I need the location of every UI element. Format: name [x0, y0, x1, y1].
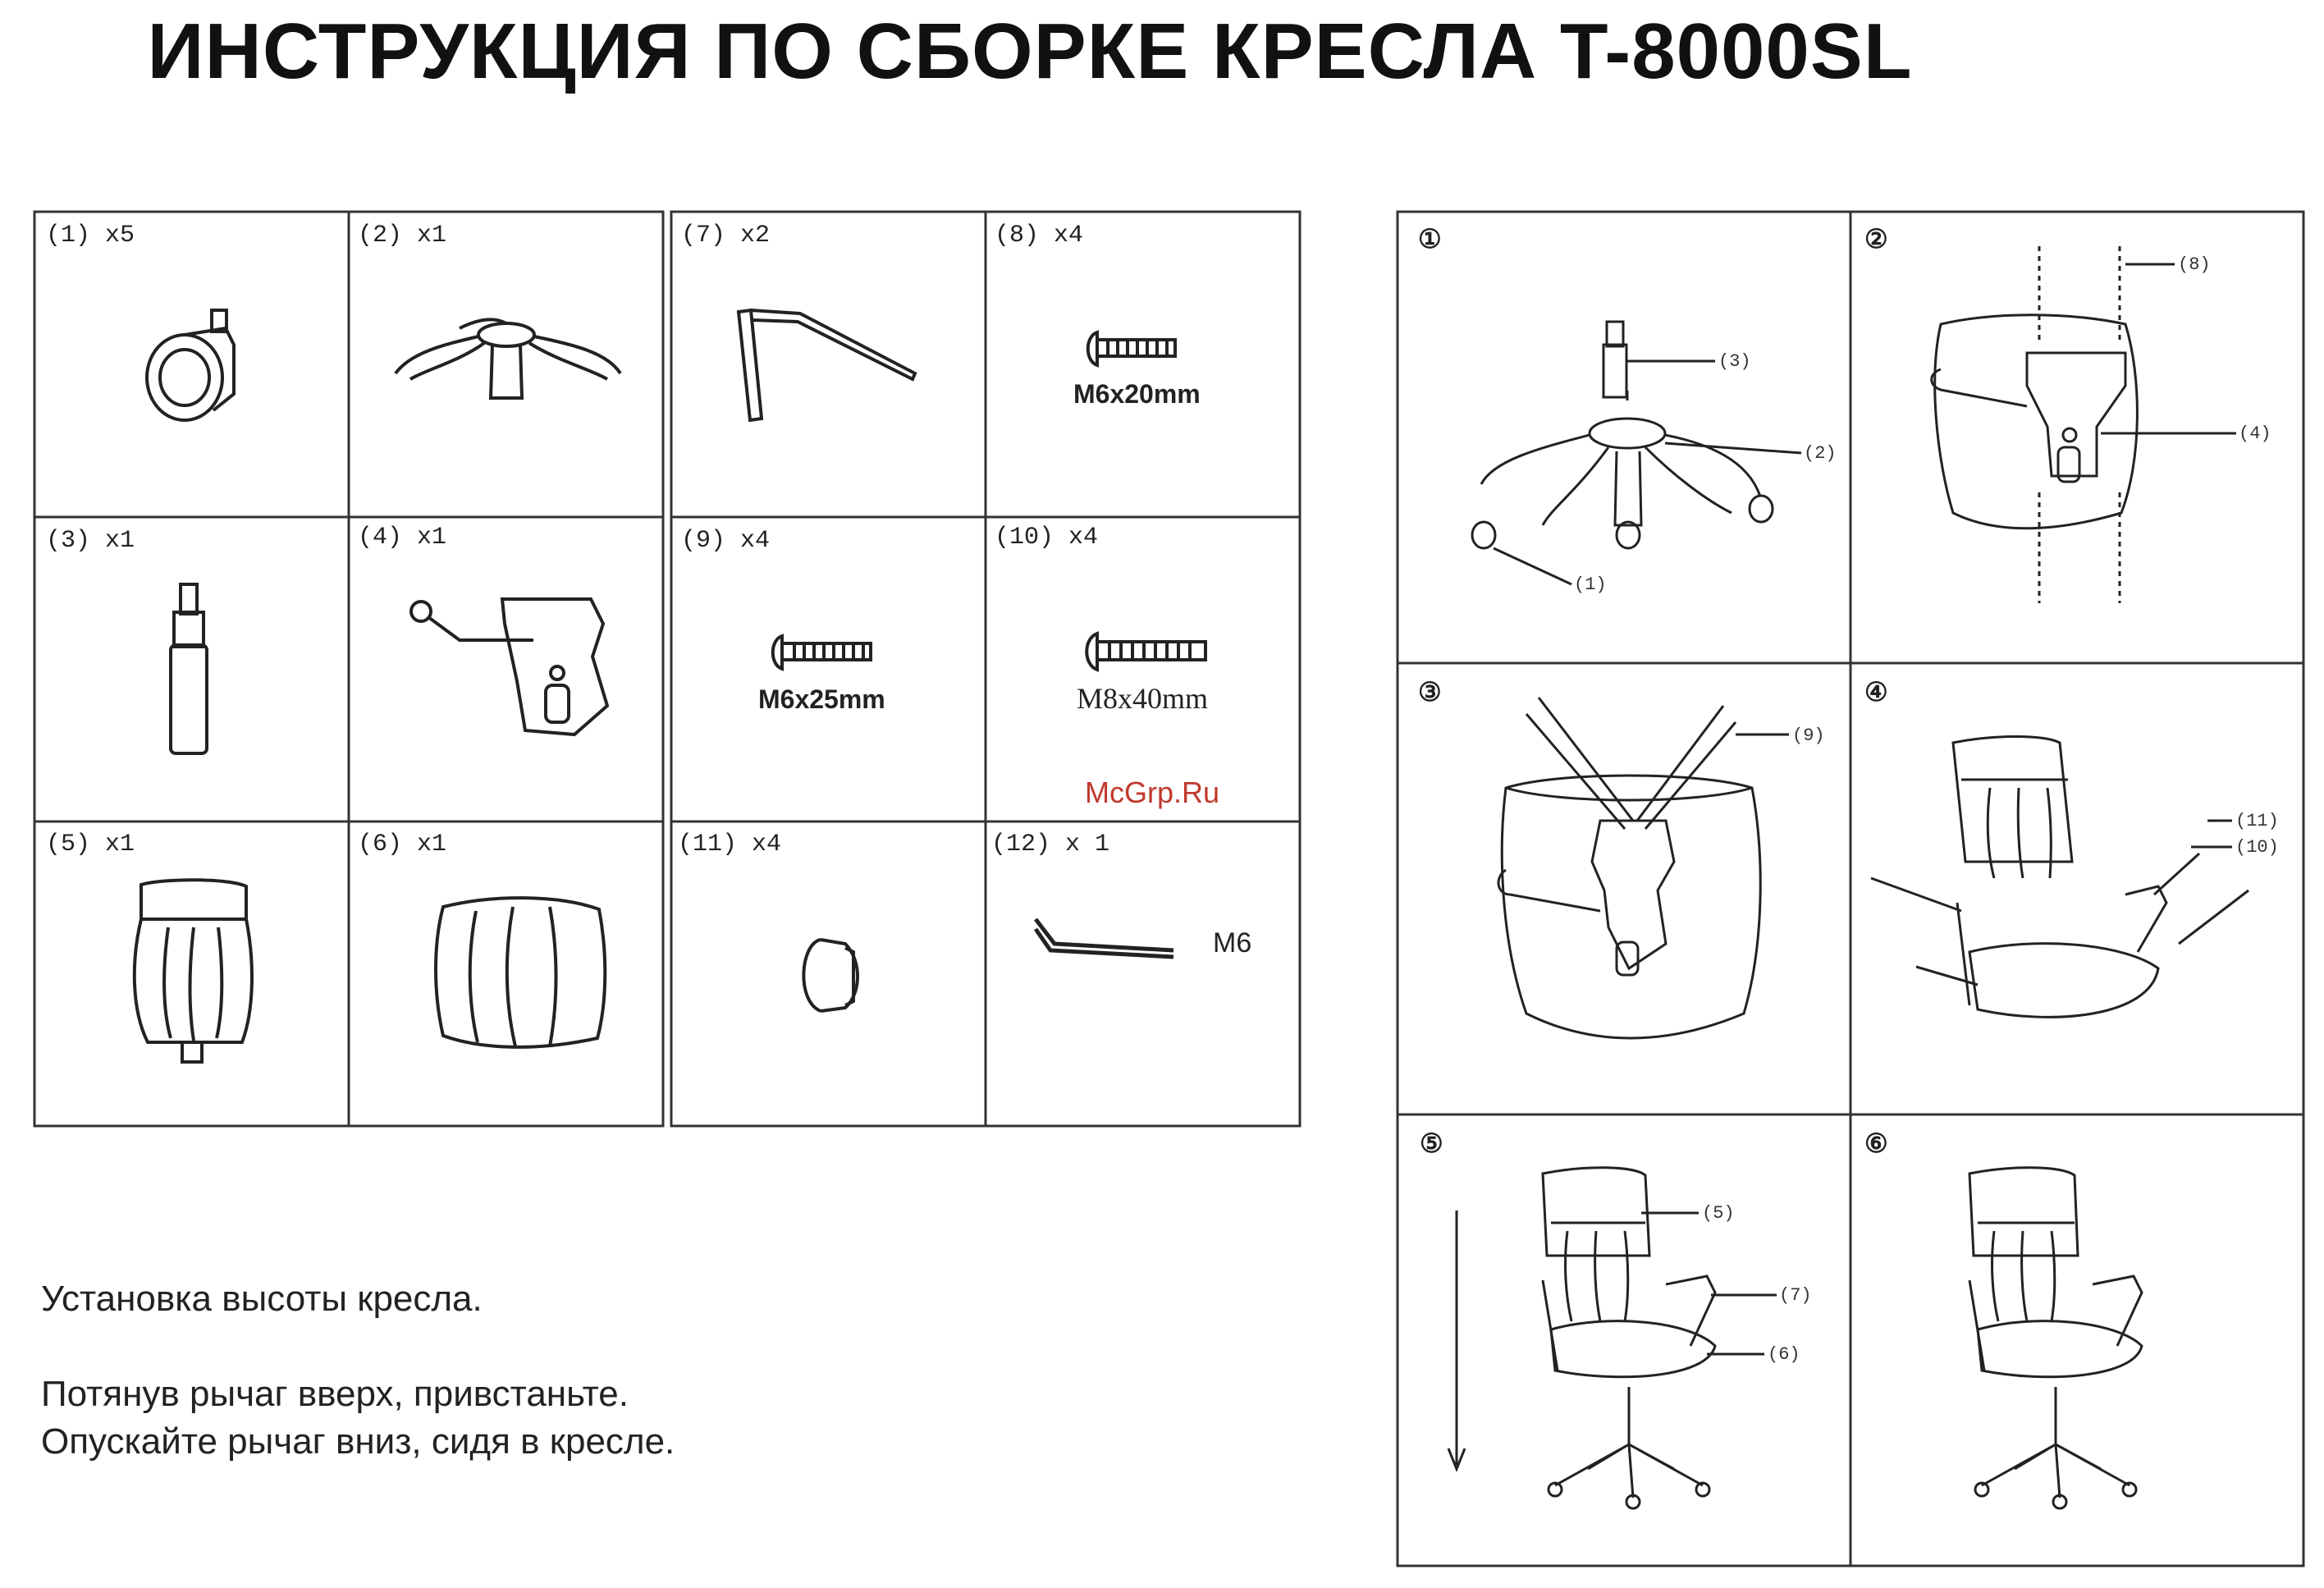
bolt-8-size: M6x20mm: [1073, 379, 1201, 409]
mechanism-drawing: [411, 599, 607, 735]
step2-drawing: [1932, 246, 2236, 603]
part-label-5: (5) x1: [46, 831, 135, 858]
step1-drawing: [1472, 322, 1801, 584]
step3-drawing: [1498, 698, 1789, 1038]
page-title: ИНСТРУКЦИЯ ПО СБОРКЕ КРЕСЛА T-8000SL: [147, 7, 1913, 95]
part-label-10: (10) x4: [995, 524, 1099, 551]
part-label-12: (12) x 1: [991, 831, 1110, 858]
step-number-2: ②: [1864, 224, 1888, 254]
part-label-7: (7) x2: [681, 222, 771, 249]
height-adjust-line-2: Опускайте рычаг вниз, сидя в кресле.: [41, 1421, 675, 1462]
step-number-4: ④: [1864, 677, 1888, 707]
armrest-drawing: [739, 310, 915, 420]
caster-drawing: [147, 310, 234, 420]
part-label-2: (2) x1: [358, 222, 447, 249]
step4-drawing: [1871, 737, 2249, 1018]
part-label-9: (9) x4: [681, 527, 771, 555]
hex-key-drawing: [1036, 919, 1173, 957]
step-number-6: ⑥: [1864, 1128, 1888, 1158]
gas-lift-drawing: [171, 584, 207, 753]
step4-callout-11: (11): [2235, 811, 2279, 831]
base-drawing: [396, 319, 620, 398]
bolt-10-drawing: [1087, 634, 1205, 670]
watermark: McGrp.Ru: [1085, 776, 1220, 809]
step4-callout-10: (10): [2235, 837, 2279, 858]
bolt-10-size: M8x40mm: [1077, 682, 1209, 715]
seat-drawing: [436, 898, 605, 1047]
step1-callout-3: (3): [1718, 351, 1751, 372]
step-number-3: ③: [1418, 677, 1442, 707]
step2-callout-4: (4): [2239, 423, 2271, 444]
step5-callout-5: (5): [1702, 1203, 1735, 1224]
part-label-8: (8) x4: [995, 222, 1084, 249]
bolt-8-drawing: [1088, 332, 1175, 365]
step-number-5: ⑤: [1420, 1128, 1443, 1158]
step1-callout-1: (1): [1574, 574, 1607, 595]
part-label-6: (6) x1: [358, 831, 447, 858]
height-adjust-line-1: Потянув рычаг вверх, привстаньте.: [41, 1374, 629, 1414]
backrest-drawing: [135, 880, 252, 1062]
step3-callout-9: (9): [1792, 725, 1825, 746]
part-label-4: (4) x1: [358, 524, 447, 551]
hex-key-size: M6: [1213, 927, 1252, 959]
part-label-3: (3) x1: [46, 527, 135, 555]
part-label-11: (11) x4: [678, 831, 782, 858]
step5-callout-7: (7): [1779, 1285, 1812, 1306]
step5-callout-6: (6): [1768, 1344, 1800, 1365]
step-number-1: ①: [1418, 224, 1442, 254]
cap-drawing: [803, 940, 858, 1011]
part-label-1: (1) x5: [46, 222, 135, 249]
bolt-9-drawing: [773, 636, 871, 669]
bolt-9-size: M6x25mm: [758, 684, 885, 714]
step2-callout-8: (8): [2178, 254, 2211, 275]
height-adjust-heading: Установка высоты кресла.: [41, 1279, 483, 1319]
step1-callout-2: (2): [1804, 443, 1837, 464]
step6-drawing: [1969, 1168, 2142, 1508]
